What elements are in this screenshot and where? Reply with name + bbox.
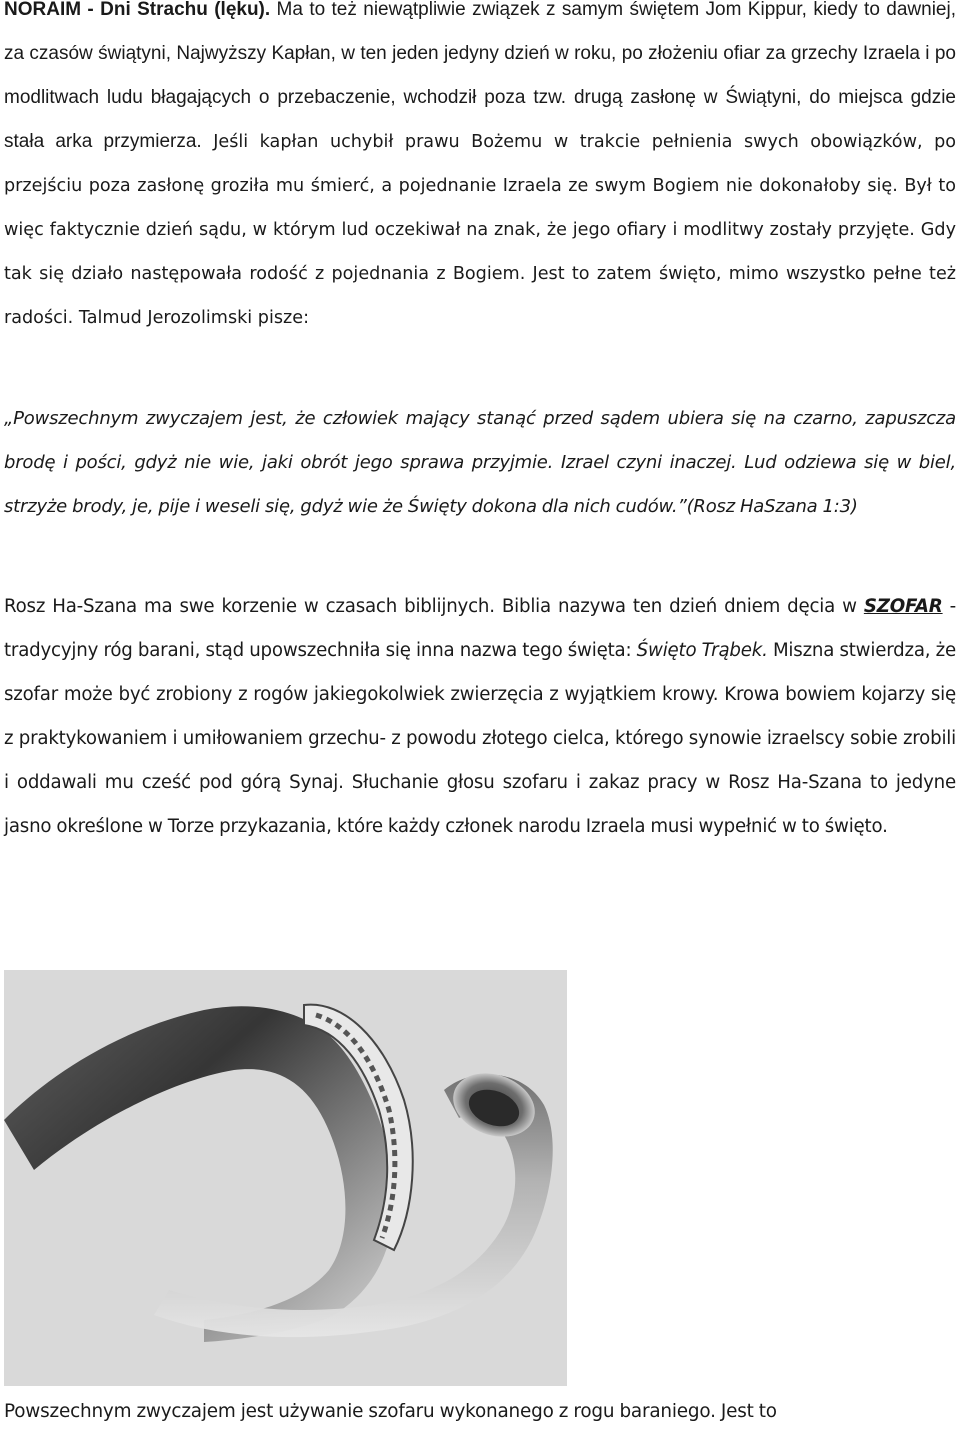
holiday-name: Święto Trąbek. <box>636 640 768 661</box>
section-title: NORAIM - Dni Strachu (lęku). <box>4 0 271 20</box>
quote-text: „Powszechnym zwyczajem jest, że człowiek mający stanąć przed sądem ubiera się na czarno, zapuszcza brodę i pości, gdyż nie wie, jaki obrót jego sprawa przyjmie. Izrael czyni inaczej. Lud odziewa się w biel, strzyże brody, je, pije i weseli się, gdyż wie że Święty dokona dla nich cudów.” <box>4 408 956 517</box>
intro-paragraph <box>4 0 956 340</box>
shofar-horns-photo-icon <box>4 970 567 1386</box>
talmud-quote <box>4 397 956 529</box>
closing-paragraph: Powszechnym zwyczajem jest używanie szofaru wykonanego z rogu baraniego. Jest to <box>4 1401 777 1422</box>
shofar-text-middle: - tradycyjny róg barani, stąd upowszechniła się inna nazwa tego święta: <box>4 596 956 661</box>
quote-citation: (Rosz HaSzana 1:3) <box>686 496 858 517</box>
shofar-text-after: Miszna stwierdza, że szofar może być zrobiony z rogów jakiegokolwiek zwierzęcia z wyjątkiem krowy. Krowa bowiem kojarzy się z praktykowaniem i umiłowaniem grzechu- z powodu złotego cielca, którego synowie izraelscy sobie zrobili i oddawali mu cześć pod górą Synaj. Słuchanie głosu szofaru i zakaz pracy w Rosz Ha-Szana to jedyne jasno określone w Torze przykazania, które każdy członek narodu Izraela musi wypełnić w to święto. <box>4 640 956 837</box>
shofar-text-before: Rosz Ha-Szana ma swe korzenie w czasach biblijnych. Biblia nazywa ten dzień dniem dęcia w <box>4 596 864 617</box>
intro-text-calibri: Jeśli kapłan uchybił prawu Bożemu w trakcie pełnienia swych obowiązków, po przejściu poza zasłonę groziła mu śmierć, a pojednanie Izraela ze swym Bogiem nie dokonałoby się. Był to więc faktycznie dzień sądu, w którym lud oczekiwał na znak, że jego ofiary i modlitwy zostały przyjęte. Gdy tak się działo następowała rodość z pojednania z Bogiem. Jest to zatem święto, mimo wszystko pełne też radości. Talmud Jerozolimski pisze: <box>4 132 956 328</box>
szofar-term: SZOFAR <box>863 596 943 617</box>
shofar-paragraph <box>4 585 956 849</box>
intro-text-arial: Ma to też niewątpliwie związek z samym świętem Jom Kippur, kiedy to dawniej, za czasów świątyni, Najwyższy Kapłan, w ten jeden jedyny dzień w roku, po złożeniu ofiar za grzechy Izraela i po modlitwach ludu błagających o przebaczenie, wchodził poza tzw. drugą zasłonę w Świątyni, do miejsca gdzie stała arka przymierza. <box>4 0 956 152</box>
shofar-photo <box>4 970 567 1386</box>
